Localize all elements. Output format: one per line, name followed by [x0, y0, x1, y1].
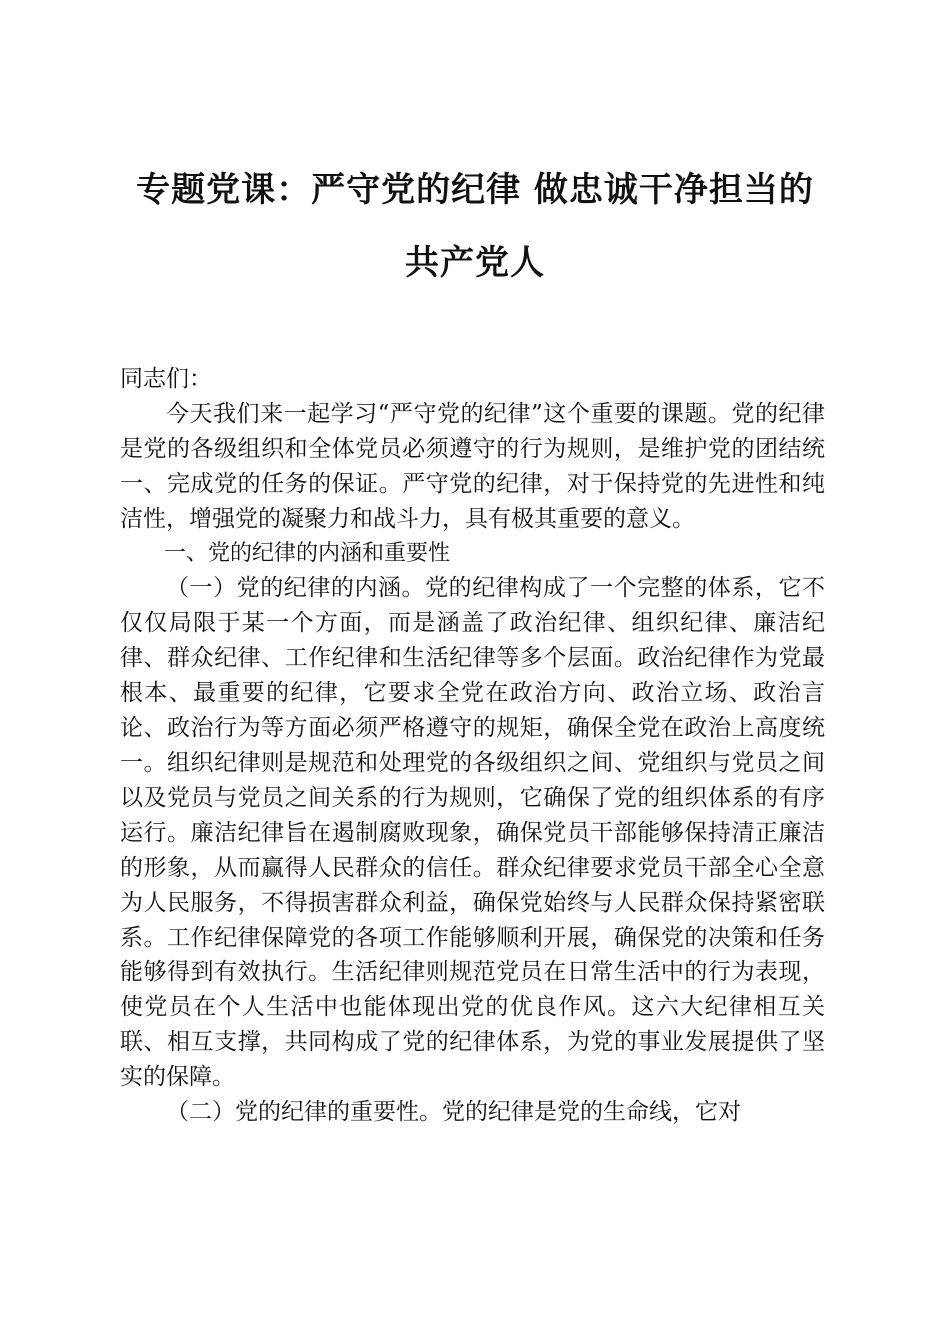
document-title-line-1: 专题党课：严守党的纪律 做忠诚干净担当的: [136, 170, 814, 210]
salutation: 同志们：: [120, 366, 212, 392]
document-body: [120, 362, 825, 1130]
subsection-1-lead: （一）党的纪律的内涵。: [166, 575, 426, 602]
subsection-1-paragraph: [120, 571, 825, 1095]
subsection-1-text: 党的纪律构成了一个完整的体系，它不仅仅局限于某一个方面，而是涵盖了政治纪律、组织纪律、廉洁纪律、群众纪律、工作纪律和生活纪律等多个层面。政治纪律作为党最根本、最重要的纪律，它要求全党在政治方向、政治立场、政治言论、政治行为等方面必须严格遵守的规矩，确保全党在政治上高度统一。组织纪律则是规范和处理党的各级组织之间、党组织与党员之间以及党员与党员之间关系的行为规则，它确保了党的组织体系的有序运行。廉洁纪律旨在遏制腐败现象，确保党员干部能够保持清正廉洁的形象，从而赢得人民群众的信任。群众纪律要求党员干部全心全意为人民服务，不得损害群众利益，确保党始终与人民群众保持紧密联系。工作纪律保障党的各项工作能够顺利开展，确保党的决策和任务能够得到有效执行。生活纪律则规范党员在日常生活中的行为表现，使党员在个人生活中也能体现出党的优良作风。这六大纪律相互关联、相互支撑，共同构成了党的纪律体系，为党的事业发展提供了坚实的保障。: [120, 575, 826, 1091]
subsection-2-paragraph: [120, 1095, 825, 1130]
intro-paragraph: 今天我们来一起学习“严守党的纪律”这个重要的课题。党的纪律是党的各级组织和全体党员必须遵守的行为规则，是维护党的团结统一、完成党的任务的保证。严守党的纪律，对于保持党的先进性和纯洁性，增强党的凝聚力和战斗力，具有极其重要的意义。: [120, 400, 825, 532]
subsection-2-text: 党的纪律是党的生命线，它对: [442, 1099, 741, 1126]
document-title-line-2: 共产党人: [405, 243, 545, 283]
subsection-2-lead: （二）党的纪律的重要性。: [166, 1099, 442, 1126]
section-1-heading: 一、党的纪律的内涵和重要性: [164, 540, 451, 566]
